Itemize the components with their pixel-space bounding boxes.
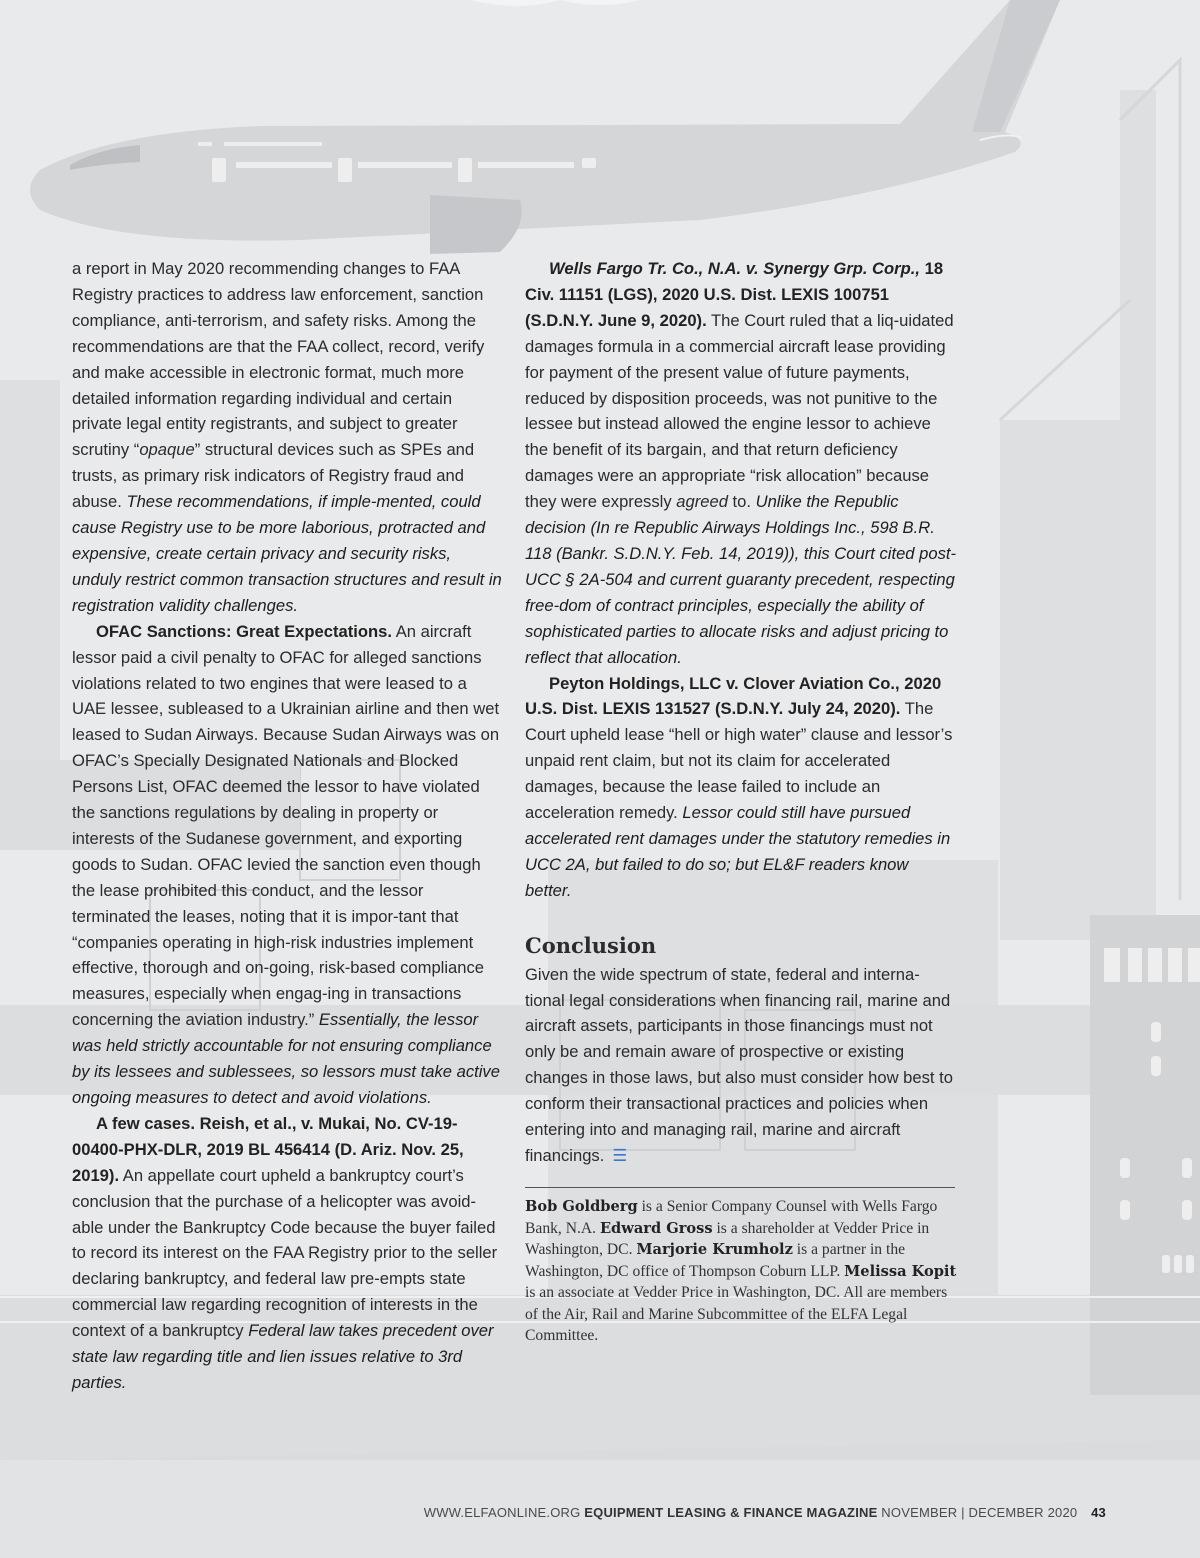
text: ” structural devices such as SPEs and trusts, as primary risk indicators of Registry fraud and abuse. xyxy=(72,440,475,512)
case-citation: 18 Civ. 11151 (LGS), 2020 U.S. Dist. LEXIS 100751 (S.D.N.Y. June 9, 2020). xyxy=(525,259,944,330)
text: to. xyxy=(727,492,756,512)
right-column xyxy=(525,256,957,1347)
section-heading: OFAC Sanctions: Great Expectations. xyxy=(96,621,392,641)
issue-date: NOVEMBER | DECEMBER 2020 xyxy=(881,1505,1078,1520)
text: Given the wide spectrum of state, federal and interna-tional legal considerations when financing rail, marine and aircraft assets, participants in those financings must not only be and remain aware of prospective or existing changes in those laws, but also must consider how best to conform their transactional practices and policies when entering into and managing rail, marine and aircraft financings. xyxy=(525,964,953,1165)
emphasis-text: These recommendations, if imple-mented, could cause Registry use to be more laborious, protracted and expensive, create certain privacy and security risks, unduly restrict common transaction structures and result in registration validity challenges. xyxy=(72,492,502,615)
page-footer xyxy=(424,1505,1106,1520)
emphasis-text: Essentially, the lessor was held strictly accountable for not ensuring compliance by its lessees and sublessees, so lessors must take active ongoing measures to detect and avoid violations. xyxy=(72,1010,500,1107)
section-heading: A few cases. Reish, et al., v. Mukai, No. CV-19-00400-PHX-DLR, 2019 BL 456414 (D. Ariz. Nov. 25, 2019). xyxy=(72,1113,464,1185)
text: An aircraft lessor paid a civil penalty to OFAC for alleged sanctions violations related to two engines that were leased to a UAE lessee, subleased to a Ukrainian airline and then wet leased to Sudan Airways. Because Sudan Airways was on OFAC’s Specially Designated Nationals and Blocked Persons List, OFAC deemed the lessor to have violated the sanctions regulations by dealing in property or interests of the Sudanese government, and exporting goods to Sudan. OFAC levied the sanction even though the lease prohibited this conduct, and the lessor terminated the leases, noting that it is impor-tant that “companies operating in high-risk industries implement effective, thorough and on-going, risk-based compliance measures, especially when engag-ing in transactions concerning the aviation industry.” xyxy=(72,621,500,1030)
text: An appellate court upheld a bankruptcy court’s conclusion that the purchase of a helicopter was avoid-able under the Bankruptcy Code because the buyer failed to record its interest on the FAA Registry prior to the seller declaring bankruptcy, and federal law pre-empts state commercial law regarding recognition of interests in the context of a bankruptcy xyxy=(72,1165,498,1341)
text: is a partner in the Washington, DC office of Thompson Coburn LLP. xyxy=(525,1241,906,1280)
case-citation: Peyton Holdings, LLC v. Clover Aviation Co., 2020 U.S. Dist. LEXIS 131527 (S.D.N.Y. July 24, 2020). xyxy=(525,673,942,719)
text: a report in May 2020 recommending changes to FAA Registry practices to address law enforcement, sanction compliance, anti-terrorism, and safety risks. Among the recommendations are that the FAA collect, record, verify and make accessible in electronic format, much more detailed information regarding individual and certain private legal entity registrants, and subject to greater scrutiny “ xyxy=(72,259,485,460)
emphasis-text: Federal law takes precedent over state law regarding title and lien issues relative to 3rd parties. xyxy=(72,1321,494,1392)
divider xyxy=(525,1187,955,1188)
magazine-name: EQUIPMENT LEASING & FINANCE MAGAZINE xyxy=(584,1505,878,1520)
author-bio xyxy=(525,1196,957,1347)
paragraph-ofac-sanctions xyxy=(72,619,504,1111)
author-name: Melissa Kopit xyxy=(844,1262,957,1280)
paragraph-wells-fargo-case xyxy=(525,256,957,671)
emphasis-text: Unlike the Republic decision (In re Republic Airways Holdings Inc., 598 B.R. 118 (Bankr. S.D.N.Y. Feb. 14, 2019)), this Court cited post-UCC § 2A-504 and current guaranty precedent, respecting free-dom of contract principles, especially the ability of sophisticated parties to allocate risks and adjust pricing to reflect that allocation. xyxy=(525,492,957,667)
paragraph-peyton-case xyxy=(525,671,957,904)
end-of-article-icon: ☰ xyxy=(612,1146,628,1165)
page-number: 43 xyxy=(1091,1505,1106,1520)
text: The Court ruled that a liq-uidated damages formula in a commercial aircraft lease providing for payment of the present value of future payments, reduced by disposition proceeds, was not punitive to the lessee but instead allowed the engine lessor to achieve the benefit of its bargain, and that return deficiency damages were an appropriate “risk allocation” because they were expressly xyxy=(525,310,954,512)
paragraph-conclusion xyxy=(525,962,957,1169)
text: is a Senior Company Counsel with Wells Fargo Bank, N.A. xyxy=(525,1197,938,1237)
italic-text: agreed xyxy=(676,492,728,512)
text: The Court upheld lease “hell or high water” clause and lessor’s unpaid rent claim, but not its claim for accelerated damages, because the lease failed to include an acceleration remedy. xyxy=(525,699,953,823)
author-name: Edward Gross xyxy=(599,1219,713,1237)
conclusion-heading: Conclusion xyxy=(525,932,657,958)
paragraph-few-cases xyxy=(72,1111,504,1396)
case-name: Wells Fargo Tr. Co., N.A. v. Synergy Grp. Corp., xyxy=(549,259,920,278)
author-name: Marjorie Krumholz xyxy=(636,1241,793,1259)
text: is an associate at Vedder Price in Washington, DC. All are members of the Air, Rail and Marine Subcommittee of the ELFA Legal Committee. xyxy=(525,1284,948,1345)
emphasis-text: Lessor could still have pursued accelerated rent damages under the statutory remedies in UCC 2A, but failed to do so; but EL&F readers know better. xyxy=(525,803,951,900)
text: is a shareholder at Vedder Price in Washington, DC. xyxy=(525,1219,930,1259)
website-url[interactable]: WWW.ELFAONLINE.ORG xyxy=(423,1505,581,1520)
left-column xyxy=(72,256,504,1396)
italic-text: opaque xyxy=(139,440,195,460)
paragraph-faa-registry xyxy=(72,256,504,619)
author-name: Bob Goldberg xyxy=(525,1197,638,1215)
